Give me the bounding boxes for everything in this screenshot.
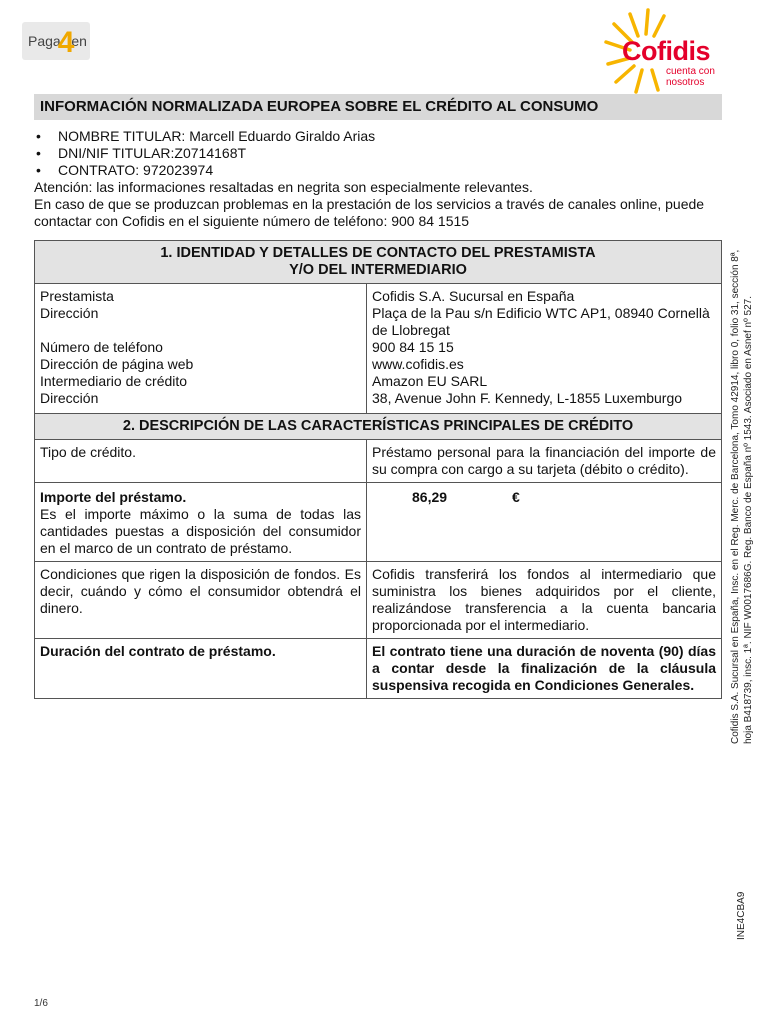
document-title: INFORMACIÓN NORMALIZADA EUROPEA SOBRE EL CRÉDITO AL CONSUMO	[34, 94, 722, 120]
amount-label: Importe del préstamo.	[40, 489, 187, 505]
credit-type-row	[35, 440, 722, 483]
section1-header	[35, 241, 722, 284]
credit-info-table	[34, 240, 722, 699]
intermediary-label: Intermediario de crédito	[40, 373, 188, 389]
cofidis-tagline-2: nosotros	[666, 77, 705, 88]
section1-values	[367, 284, 722, 414]
conditions-value: Cofidis transferirá los fondos al intermediario que suministra los bienes adquiridos por el cliente, realizándose transferencia a la cuenta bancaria proporcionada por el intermediario.	[367, 562, 722, 639]
intermediary-value: Amazon EU SARL	[372, 373, 488, 389]
cofidis-brand-text: Cofidis	[622, 36, 710, 66]
intermediary-address-value: 38, Avenue John F. Kennedy, L-1855 Luxemburgo	[372, 390, 683, 406]
web-label: Dirección de página web	[40, 356, 194, 372]
section2-header	[35, 414, 722, 440]
paga4-prefix: Paga	[28, 33, 61, 49]
amount-value: 86,29	[412, 489, 448, 505]
phone-value: 900 84 15 15	[372, 339, 454, 355]
contact-note: En caso de que se produzcan problemas en la prestación de los servicios a través de canales online, puede contactar con Cofidis en el siguiente número de teléfono: 900 84 1515	[34, 196, 705, 229]
paga4-suffix: en	[71, 33, 87, 49]
paga4en-logo	[22, 22, 90, 60]
amount-row	[35, 483, 722, 562]
credit-type-value: Préstamo personal para la financiación del importe de su compra con cargo a su tarjeta (débito o crédito).	[367, 440, 722, 483]
conditions-row	[35, 562, 722, 639]
holder-id-item	[34, 145, 724, 162]
web-value: www.cofidis.es	[372, 356, 464, 372]
holder-name-label: NOMBRE TITULAR:	[58, 128, 190, 144]
holder-info-list	[34, 128, 724, 179]
amount-label-cell	[35, 483, 367, 562]
bullet-icon: •	[36, 128, 41, 144]
holder-id-label: DNI/NIF TITULAR:	[58, 145, 175, 161]
lender-label: Prestamista	[40, 288, 114, 304]
holder-name-item	[34, 128, 724, 145]
duration-label: Duración del contrato de préstamo.	[35, 639, 367, 699]
attention-note: Atención: las informaciones resaltadas en negrita son especialmente relevantes.	[34, 179, 533, 195]
document-code: INE4CBA9	[736, 891, 747, 940]
contract-item	[34, 162, 724, 179]
intro-block	[34, 128, 724, 230]
duration-value: El contrato tiene una duración de noventa (90) días a contar desde la finalización de la cláusula suspensiva recogida en Condiciones Generales.	[367, 639, 722, 699]
contract-label: CONTRATO:	[58, 162, 144, 178]
section1-labels	[35, 284, 367, 414]
amount-value-cell	[367, 483, 722, 562]
contract-value: 972023974	[143, 162, 214, 178]
cofidis-logo	[600, 8, 740, 94]
section1-title-line2: Y/O DEL INTERMEDIARIO	[289, 262, 467, 278]
credit-type-label: Tipo de crédito.	[35, 440, 367, 483]
holder-id-value: Z0714168T	[174, 145, 247, 161]
amount-currency: €	[512, 489, 520, 505]
section1-row	[35, 284, 722, 414]
conditions-label: Condiciones que rigen la disposición de fondos. Es decir, cuándo y cómo el consumidor obtendrá el dinero.	[35, 562, 367, 639]
intermediary-address-label: Dirección	[40, 390, 99, 406]
section1-title-line1: 1. IDENTIDAD Y DETALLES DE CONTACTO DEL PRESTAMISTA	[160, 245, 596, 261]
address-label: Dirección	[40, 305, 99, 321]
section2-title: 2. DESCRIPCIÓN DE LAS CARACTERÍSTICAS PRINCIPALES DE CRÉDITO	[35, 414, 722, 440]
amount-line	[372, 489, 716, 506]
lender-value: Cofidis S.A. Sucursal en España	[372, 288, 575, 304]
address-value: Plaça de la Pau s/n Edificio WTC AP1, 08940 Cornellà de Llobregat	[372, 305, 710, 338]
page-number: 1/6	[34, 998, 48, 1009]
duration-row	[35, 639, 722, 699]
amount-description: Es el importe máximo o la suma de todas las cantidades puestas a disposición del consumidor en el marco de un contrato de préstamo.	[40, 506, 361, 556]
holder-name-value: Marcell Eduardo Giraldo Arias	[189, 128, 376, 144]
spacer	[40, 322, 361, 339]
bullet-icon: •	[36, 162, 41, 178]
paga4-number: 4	[57, 26, 75, 59]
section1-title	[35, 241, 722, 284]
cofidis-tagline-1: cuenta con	[666, 66, 715, 77]
legal-side-text: Cofidis S.A. Sucursal en España, Insc. en el Reg. Merc. de Barcelona, Tomo 42914, libro 0, folio 31, sección 8ª, hoja B418739, insc. 1ª. NIF W0017686G. Reg. Banco de España nº 1543. Asociado en Asnef nº 527.	[730, 249, 754, 744]
bullet-icon: •	[36, 145, 41, 161]
phone-label: Número de teléfono	[40, 339, 163, 355]
